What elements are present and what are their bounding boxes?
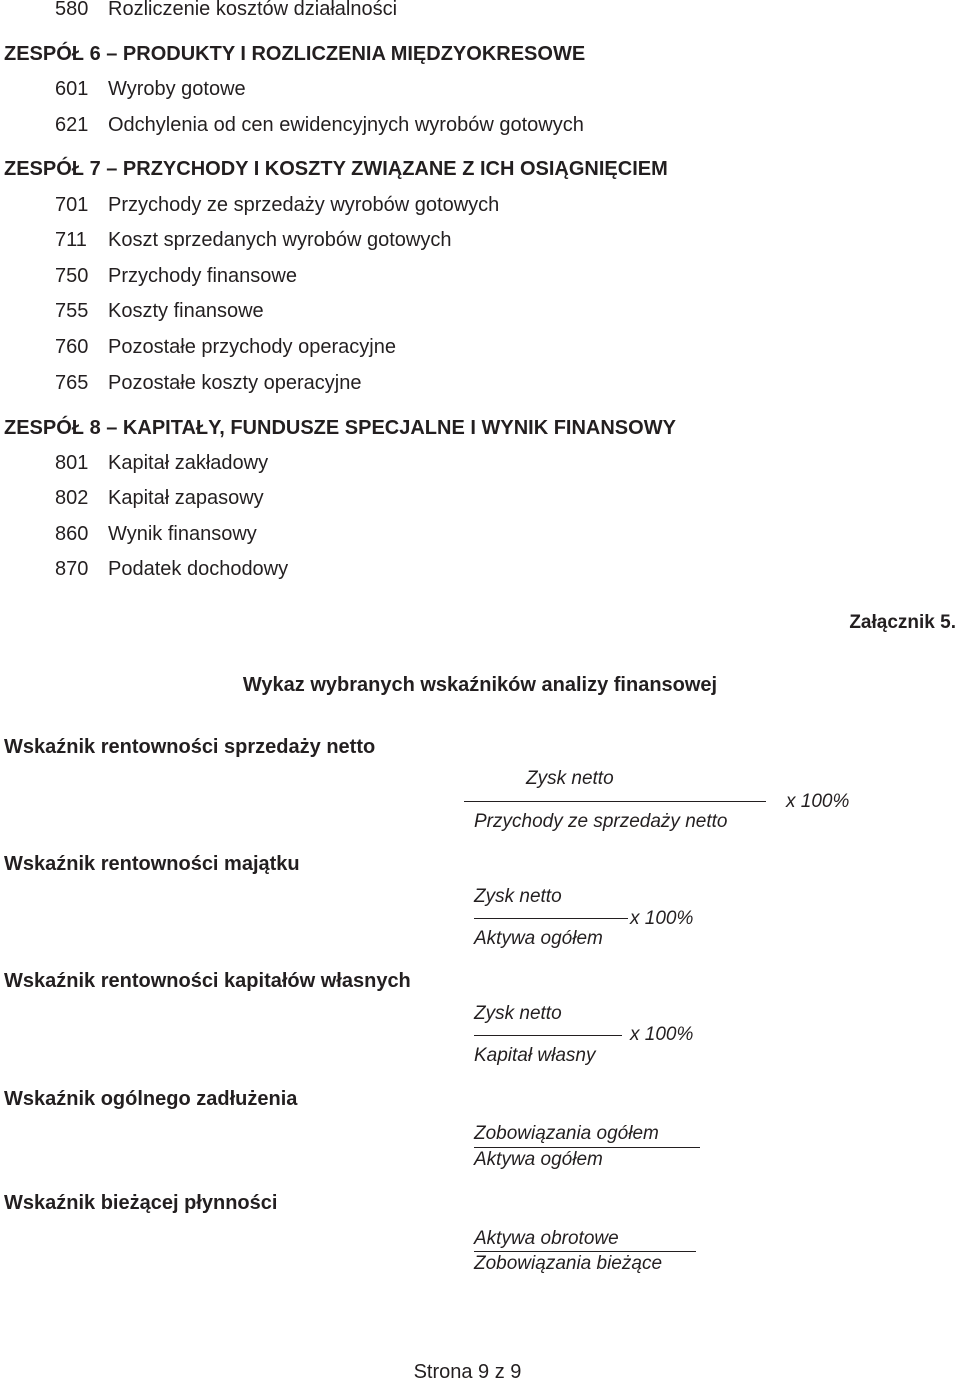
group-heading-7: ZESPÓŁ 7 – PRZYCHODY I KOSZTY ZWIĄZANE Z ICH OSIĄGNIĘCIEM — [4, 158, 668, 180]
account-number: 621 — [55, 114, 89, 136]
fraction-line — [464, 801, 766, 802]
ratio-name: Wskaźnik bieżącej płynności — [4, 1192, 278, 1214]
account-number: 802 — [55, 487, 89, 509]
formula-denominator: Aktywa ogółem — [474, 928, 603, 949]
account-number: 755 — [55, 300, 89, 322]
account-number: 750 — [55, 265, 89, 287]
account-name: Wynik finansowy — [108, 523, 257, 545]
group-heading-8: ZESPÓŁ 8 – KAPITAŁY, FUNDUSZE SPECJALNE I WYNIK FINANSOWY — [4, 417, 676, 439]
formula-denominator: Zobowiązania bieżące — [474, 1253, 663, 1274]
ratio-name: Wskaźnik rentowności majątku — [4, 853, 300, 875]
account-number: 765 — [55, 372, 89, 394]
formula-numerator: Zobowiązania ogółem — [474, 1123, 659, 1144]
formula-numerator: Zysk netto — [526, 768, 614, 789]
ratio-name: Wskaźnik ogólnego zadłużenia — [4, 1088, 298, 1110]
formula-multiplier: x 100% — [786, 791, 850, 812]
account-name: Kapitał zapasowy — [108, 487, 264, 509]
account-number: 860 — [55, 523, 89, 545]
group-heading-6: ZESPÓŁ 6 – PRODUKTY I ROZLICZENIA MIĘDZYOKRESOWE — [4, 43, 586, 65]
formula-denominator: Kapitał własny — [474, 1045, 596, 1066]
formula-numerator: Zysk netto — [474, 886, 562, 907]
account-name: Pozostałe przychody operacyjne — [108, 336, 396, 358]
account-name: Rozliczenie kosztów działalności — [108, 0, 398, 20]
formula-numerator: Zysk netto — [474, 1003, 562, 1024]
account-name: Przychody finansowe — [108, 265, 297, 287]
ratio-name: Wskaźnik rentowności sprzedaży netto — [4, 736, 376, 758]
account-number: 601 — [55, 78, 89, 100]
formula-multiplier: x 100% — [630, 908, 694, 929]
fraction-line — [474, 918, 628, 919]
account-number: 870 — [55, 558, 89, 580]
account-name: Pozostałe koszty operacyjne — [108, 372, 362, 394]
formula-denominator: Aktywa ogółem — [474, 1149, 603, 1170]
account-number: 701 — [55, 194, 89, 216]
ratio-name: Wskaźnik rentowności kapitałów własnych — [4, 970, 411, 992]
account-number: 580 — [55, 0, 89, 20]
account-name: Odchylenia od cen ewidencyjnych wyrobów gotowych — [108, 114, 584, 136]
account-name: Kapitał zakładowy — [108, 452, 269, 474]
formula-multiplier: x 100% — [630, 1024, 694, 1045]
formula-denominator: Przychody ze sprzedaży netto — [474, 811, 728, 832]
fraction-line — [474, 1035, 622, 1036]
formula-numerator: Aktywa obrotowe — [474, 1228, 619, 1249]
account-number: 711 — [55, 229, 87, 251]
account-name: Wyroby gotowe — [108, 78, 246, 100]
fraction-line — [474, 1251, 696, 1252]
account-name: Przychody ze sprzedaży wyrobów gotowych — [108, 194, 500, 216]
annex-title: Wykaz wybranych wskaźników analizy finansowej — [242, 674, 718, 696]
account-name: Koszt sprzedanych wyrobów gotowych — [108, 229, 452, 251]
account-number: 760 — [55, 336, 89, 358]
account-number: 801 — [55, 452, 89, 474]
fraction-line — [474, 1147, 700, 1148]
account-name: Koszty finansowe — [108, 300, 264, 322]
annex-label: Załącznik 5. — [849, 612, 956, 633]
account-name: Podatek dochodowy — [108, 558, 289, 580]
page-number: Strona 9 z 9 — [413, 1361, 522, 1383]
